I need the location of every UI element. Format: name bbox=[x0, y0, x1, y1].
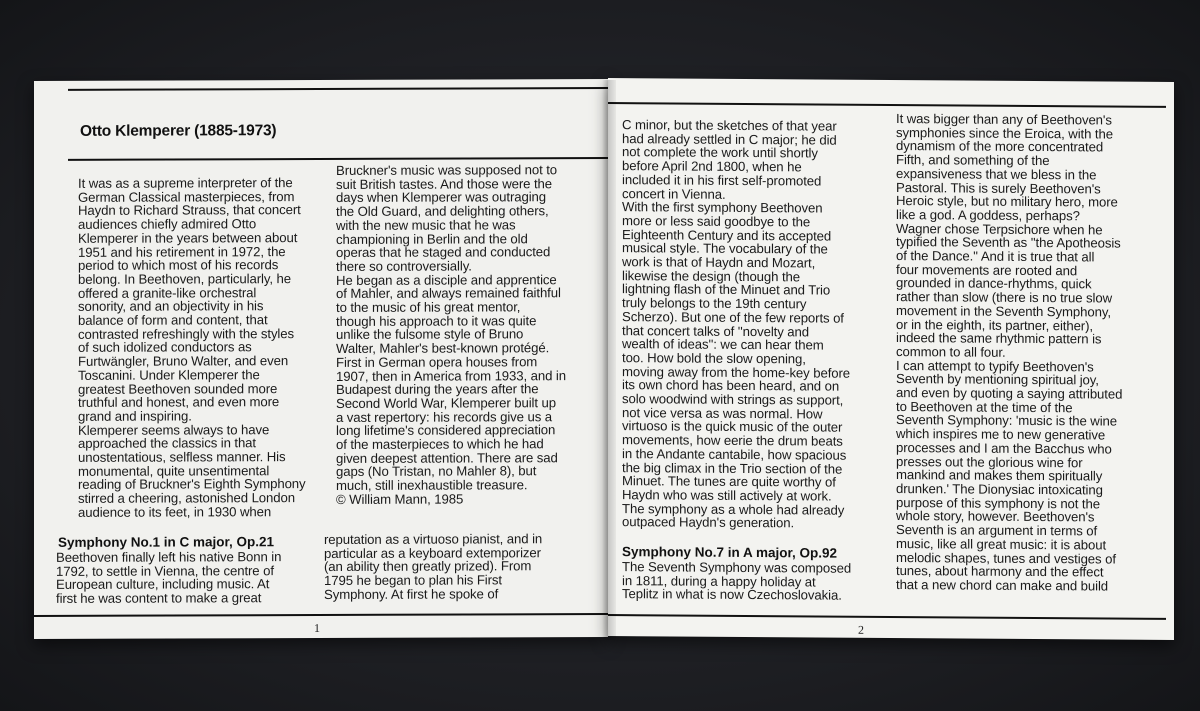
right-column-1: C minor, but the sketches of that year had already settled in C major; he did not complete the work until shortly before April 2nd 1800, when he included it in his first self-promoted concert in Vienna. With the first symphony Beethoven more or less said goodbye to the Eighteenth Century and its accepted musical style. The vocabulary of the work is that of Haydn and Mozart, likewise the design (though the lightning flash of the Minuet and Trio truly belongs to the 19th century Scherzo). But one of the few reports of that concert talks of ''novelty and wealth of ideas'': we can hear them too. How bold the slow opening, moving away from the home-key before its own chord has been heard, and on solo woodwind with strings as support, not vice versa as was normal. How virtuoso is the quick music of the outer movements, how eerie the drum beats in the Andante cantabile, how spacious the big climax in the Trio section of the Minuet. The tunes are quite worthy of Haydn who was still actively at work. The symphony as a whole had already outpaced Haydn's generation. bbox=[622, 117, 851, 531]
page-title: Otto Klemperer (1885-1973) bbox=[80, 122, 277, 140]
left-column-2-bottom: reputation as a virtuoso pianist, and in particular as a keyboard extemporizer (an ability then greatly prized). From 1795 he began to plan his First Symphony. At first he spoke of bbox=[324, 531, 543, 602]
top-rule bbox=[608, 102, 1166, 108]
bottom-rule bbox=[34, 613, 608, 617]
section-heading-symphony-1: Symphony No.1 in C major, Op.21 bbox=[58, 534, 275, 550]
right-page bbox=[608, 78, 1174, 640]
page-number: 1 bbox=[314, 621, 320, 636]
booklet-spine bbox=[602, 80, 616, 640]
title-rule bbox=[68, 157, 608, 161]
page-number: 2 bbox=[858, 622, 864, 637]
left-page bbox=[34, 79, 608, 639]
right-column-1-bottom: The Seventh Symphony was composed in 1811, during a happy holiday at Teplitz in what is now Czechoslovakia. bbox=[622, 559, 852, 604]
left-column-2: Bruckner's music was supposed not to suit British tastes. And those were the days when Klemperer was outraging the Old Guard, and delighting others, with the new music that he was championing in Berlin and the old operas that he staged and conducted there so controversially. He began as a disciple and apprentice of Mahler, and always remained faithful to the music of his great mentor, though his approach to it was quite unlike the fulsome style of Bruno Walter, Mahler's best-known protégé. First in German opera houses from 1907, then in America from 1933, and in Budapest during the years after the Second World War, Klemperer built up a vast repertory: his records give us a long lifetime's considered appreciation of the masterpieces to which he had given deepest attention. There are sad gaps (No Tristan, no Mahler 8), but much, still inexhaustible treasure. © William Mann, 1985 bbox=[336, 162, 566, 507]
bottom-rule bbox=[608, 614, 1166, 620]
cd-booklet bbox=[34, 80, 1174, 640]
top-rule bbox=[68, 87, 608, 91]
right-column-2: It was bigger than any of Beethoven's symphonies since the Eroica, with the dynamism of the more concentrated Fifth, and something of the expansiveness that we bless in the Pastoral. This is surely Beethoven's Heroic style, but no military hero, more like a god. A goddess, perhaps? Wagner chose Terpsichore when he typified the Seventh as ''the Apotheosis of the Dance.'' And it is true that all four movements are rooted and grounded in dance-rhythms, quick rather than slow (there is no true slow movement in the Seventh Symphony, or in the eighth, its partner, either), indeed the same rhythmic pattern is common to all four. I can attempt to typify Beethoven's Seventh by mentioning spiritual joy, and even by quoting a saying attributed to Beethoven at the time of the Seventh Symphony: 'music is the wine which inspires me to new generative processes and I am the Bacchus who presses out the glorious wine for mankind and makes them spiritually drunken.' The Dionysiac intoxicating purpose of this symphony is not the whole story, however. Beethoven's Seventh is an argument in terms of music, like all great music: it is about melodic shapes, tunes and vestiges of tunes, about harmony and the effect that a new chord can make and build bbox=[896, 111, 1123, 594]
left-column-1: It was as a supreme interpreter of the German Classical masterpieces, from Haydn to Richard Strauss, that concert audiences chiefly admired Otto Klemperer in the years between about 1951 and his retirement in 1972, the period to which most of his records belong. In Beethoven, particularly, he offered a granite-like orchestral sonority, and an objectivity in his balance of form and content, that contrasted refreshingly with the styles of such idolized conductors as Furtwängler, Bruno Walter, and even Toscanini. Under Klemperer the greatest Beethoven sounded more truthful and honest, and even more grand and inspiring. Klemperer seems always to have approached the classics in that unostentatious, selfless manner. His monumental, quite unsentimental reading of Bruckner's Eighth Symphony stirred a cheering, astonished London audience to its feet, in 1930 when bbox=[78, 175, 306, 520]
section-heading-symphony-7: Symphony No.7 in A major, Op.92 bbox=[622, 544, 838, 561]
left-column-1-bottom: Beethoven finally left his native Bonn in 1792, to settle in Vienna, the centre of European culture, including music. At first he was content to make a great bbox=[56, 549, 282, 607]
